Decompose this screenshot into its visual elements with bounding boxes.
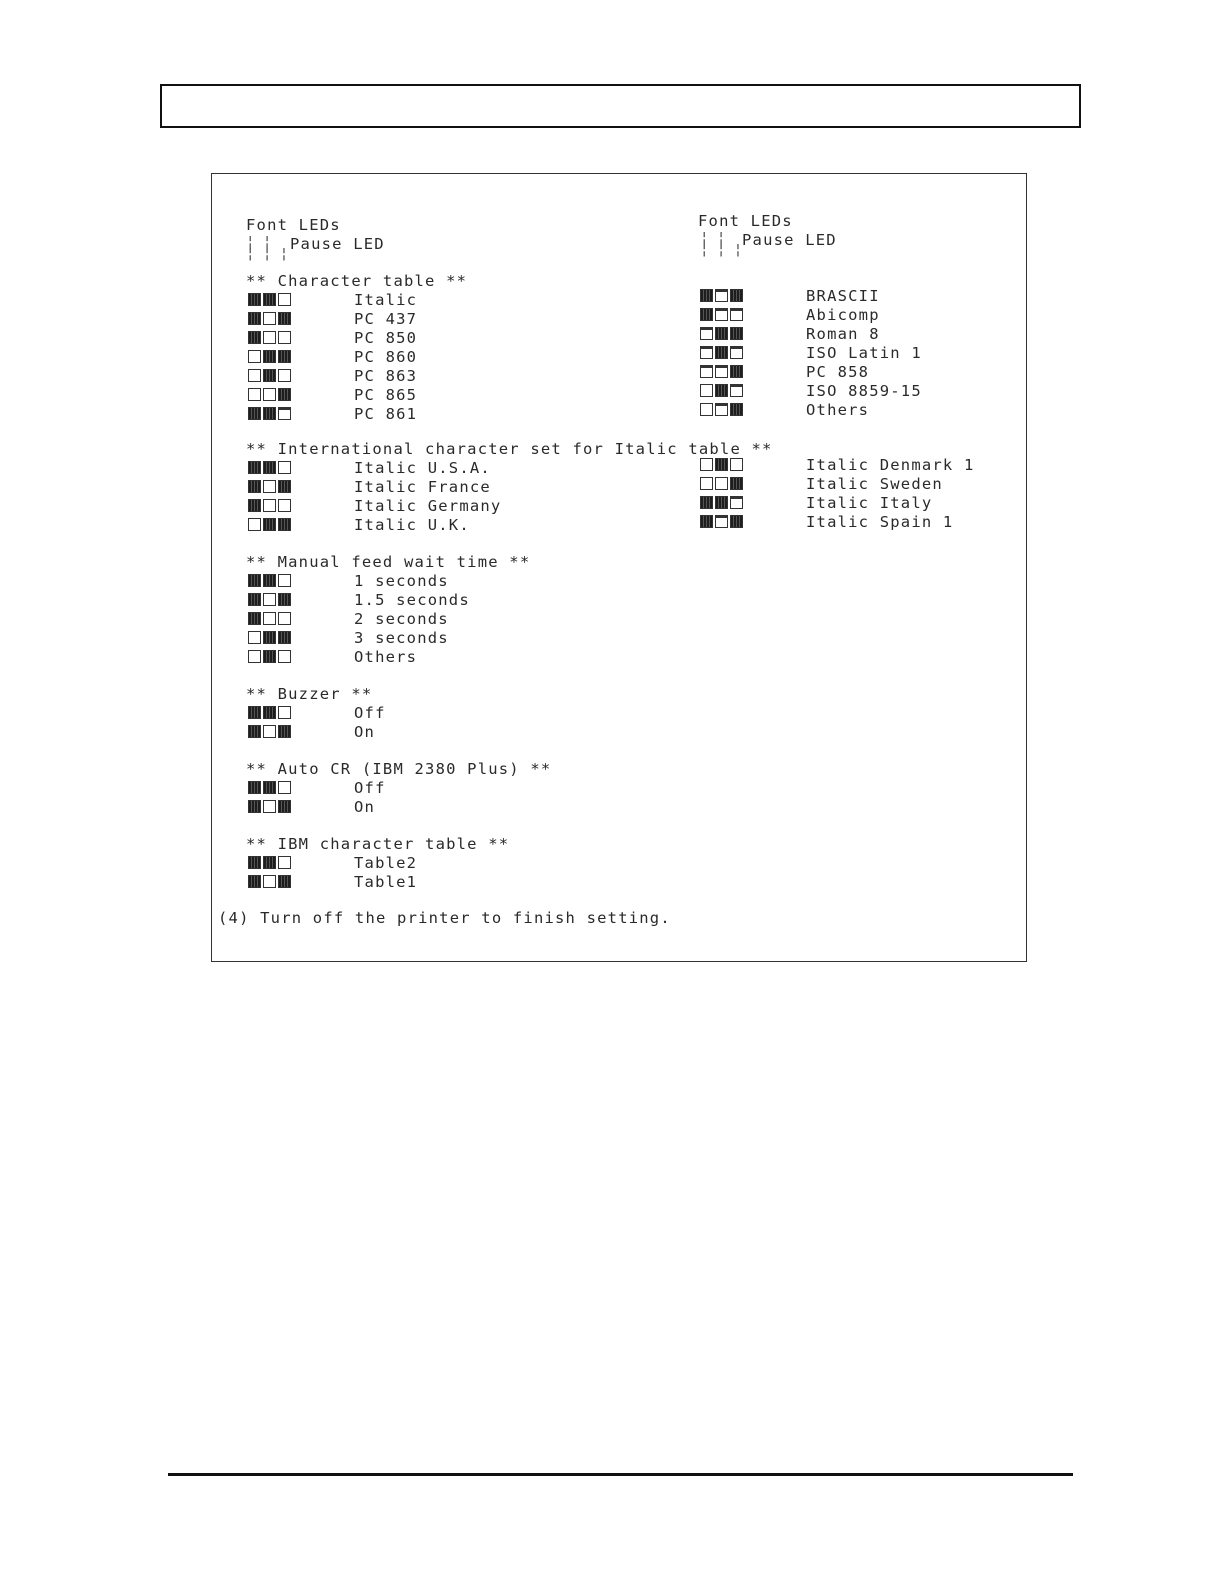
led-off-icon — [715, 477, 728, 490]
setting-label: PC 861 — [354, 405, 418, 423]
led-pattern — [248, 331, 291, 345]
setting-label: Others — [354, 648, 418, 666]
led-blink-icon — [730, 384, 743, 397]
led-on-icon — [278, 388, 291, 401]
led-pattern — [248, 518, 291, 532]
led-pattern — [248, 499, 291, 513]
led-blink-icon — [700, 327, 713, 340]
led-off-icon — [278, 781, 291, 794]
led-pattern — [248, 800, 291, 814]
led-pattern — [248, 293, 291, 307]
led-on-icon — [278, 725, 291, 738]
led-pattern — [700, 496, 743, 510]
led-pattern — [248, 593, 291, 607]
led-off-icon — [248, 350, 261, 363]
led-off-icon — [278, 706, 291, 719]
led-pattern — [248, 369, 291, 383]
led-on-icon — [248, 574, 261, 587]
led-pattern — [700, 403, 743, 417]
led-pattern — [700, 477, 743, 491]
led-off-icon — [248, 369, 261, 382]
led-on-icon — [730, 403, 743, 416]
led-off-icon — [248, 650, 261, 663]
led-off-icon — [700, 384, 713, 397]
heading-manual-feed: ** Manual feed wait time ** — [246, 553, 531, 571]
led-on-icon — [278, 875, 291, 888]
led-on-icon — [263, 706, 276, 719]
led-on-icon — [248, 407, 261, 420]
led-off-icon — [278, 369, 291, 382]
led-off-icon — [263, 480, 276, 493]
setting-label: Others — [806, 401, 870, 419]
led-on-icon — [278, 518, 291, 531]
led-pattern — [248, 461, 291, 475]
led-off-icon — [263, 499, 276, 512]
led-blink-icon — [715, 403, 728, 416]
led-pattern — [700, 308, 743, 322]
led-off-icon — [278, 293, 291, 306]
led-on-icon — [278, 312, 291, 325]
led-on-icon — [248, 706, 261, 719]
led-off-icon — [700, 458, 713, 471]
led-on-icon — [263, 369, 276, 382]
led-on-icon — [248, 856, 261, 869]
led-off-icon — [248, 631, 261, 644]
setting-label: PC 858 — [806, 363, 870, 381]
led-off-icon — [263, 800, 276, 813]
setting-label: Abicomp — [806, 306, 880, 324]
led-off-icon — [248, 518, 261, 531]
setting-label: Italic France — [354, 478, 491, 496]
heading-ibm-table: ** IBM character table ** — [246, 835, 510, 853]
led-pattern — [248, 781, 291, 795]
led-on-icon — [263, 574, 276, 587]
led-on-icon — [263, 407, 276, 420]
led-blink-icon — [730, 496, 743, 509]
led-pattern — [700, 515, 743, 529]
setting-label: Table2 — [354, 854, 418, 872]
setting-label: ISO Latin 1 — [806, 344, 922, 362]
legend-right-led-bars: ¦ ¦ ¦ ¦ ¦ — [700, 230, 743, 258]
led-off-icon — [263, 725, 276, 738]
setting-label: PC 850 — [354, 329, 418, 347]
footer-note: (4) Turn off the printer to finish setting. — [218, 909, 671, 927]
led-on-icon — [263, 461, 276, 474]
heading-character-table: ** Character table ** — [246, 272, 468, 290]
footer-rule — [168, 1473, 1073, 1476]
led-blink-icon — [730, 346, 743, 359]
led-off-icon — [730, 458, 743, 471]
led-on-icon — [278, 593, 291, 606]
led-pattern — [700, 346, 743, 360]
led-on-icon — [248, 612, 261, 625]
led-on-icon — [263, 631, 276, 644]
setting-label: 2 seconds — [354, 610, 449, 628]
led-on-icon — [248, 781, 261, 794]
led-pattern — [700, 458, 743, 472]
led-off-icon — [278, 461, 291, 474]
led-off-icon — [278, 499, 291, 512]
led-on-icon — [715, 496, 728, 509]
setting-label: Italic U.S.A. — [354, 459, 491, 477]
setting-label: 1.5 seconds — [354, 591, 470, 609]
setting-label: On — [354, 798, 376, 816]
setting-label: PC 865 — [354, 386, 418, 404]
led-pattern — [700, 365, 743, 379]
led-on-icon — [248, 725, 261, 738]
led-on-icon — [248, 800, 261, 813]
led-pattern — [248, 631, 291, 645]
led-on-icon — [730, 477, 743, 490]
setting-label: Italic U.K. — [354, 516, 470, 534]
led-on-icon — [278, 480, 291, 493]
led-off-icon — [278, 650, 291, 663]
led-off-icon — [263, 312, 276, 325]
legend-left-font-leds: Font LEDs — [246, 216, 341, 234]
led-off-icon — [278, 612, 291, 625]
led-on-icon — [730, 515, 743, 528]
led-on-icon — [248, 461, 261, 474]
led-on-icon — [248, 312, 261, 325]
led-blink-icon — [700, 346, 713, 359]
led-on-icon — [263, 856, 276, 869]
led-on-icon — [248, 293, 261, 306]
heading-international-set: ** International character set for Italic table ** — [246, 440, 773, 458]
led-pattern — [248, 574, 291, 588]
led-on-icon — [278, 631, 291, 644]
led-on-icon — [248, 331, 261, 344]
setting-label: Off — [354, 704, 386, 722]
printer-settings-printout — [211, 173, 1027, 962]
led-on-icon — [248, 499, 261, 512]
setting-label: Off — [354, 779, 386, 797]
legend-left-pause-led: Pause LED — [290, 235, 385, 253]
led-pattern — [248, 350, 291, 364]
led-pattern — [248, 725, 291, 739]
setting-label: PC 437 — [354, 310, 418, 328]
led-on-icon — [248, 480, 261, 493]
led-off-icon — [263, 331, 276, 344]
heading-auto-cr: ** Auto CR (IBM 2380 Plus) ** — [246, 760, 552, 778]
led-pattern — [248, 388, 291, 402]
led-off-icon — [263, 612, 276, 625]
led-on-icon — [715, 458, 728, 471]
led-pattern — [248, 650, 291, 664]
led-on-icon — [263, 350, 276, 363]
led-on-icon — [715, 384, 728, 397]
setting-label: PC 860 — [354, 348, 418, 366]
page-header-box — [160, 84, 1081, 128]
setting-label: On — [354, 723, 376, 741]
led-blink-icon — [700, 365, 713, 378]
led-on-icon — [263, 518, 276, 531]
setting-label: Italic — [354, 291, 418, 309]
led-on-icon — [700, 289, 713, 302]
led-off-icon — [263, 388, 276, 401]
setting-label: Roman 8 — [806, 325, 880, 343]
setting-label: Italic Germany — [354, 497, 502, 515]
setting-label: BRASCII — [806, 287, 880, 305]
led-pattern — [248, 856, 291, 870]
setting-label: Italic Sweden — [806, 475, 943, 493]
legend-left-led-bars: ¦ ¦ ¦ ¦ ¦ — [246, 234, 289, 262]
setting-label: Table1 — [354, 873, 418, 891]
led-off-icon — [278, 856, 291, 869]
led-blink-icon — [715, 515, 728, 528]
setting-label: PC 863 — [354, 367, 418, 385]
led-pattern — [248, 480, 291, 494]
led-on-icon — [248, 875, 261, 888]
led-off-icon — [700, 403, 713, 416]
led-pattern — [248, 612, 291, 626]
led-off-icon — [263, 875, 276, 888]
led-on-icon — [730, 289, 743, 302]
setting-label: Italic Denmark 1 — [806, 456, 975, 474]
led-on-icon — [263, 293, 276, 306]
led-pattern — [700, 384, 743, 398]
setting-label: 3 seconds — [354, 629, 449, 647]
led-on-icon — [700, 308, 713, 321]
led-pattern — [248, 312, 291, 326]
led-on-icon — [248, 593, 261, 606]
led-pattern — [700, 289, 743, 303]
heading-buzzer: ** Buzzer ** — [246, 685, 373, 703]
led-on-icon — [278, 350, 291, 363]
led-on-icon — [278, 800, 291, 813]
led-off-icon — [278, 574, 291, 587]
led-on-icon — [730, 365, 743, 378]
setting-label: Italic Spain 1 — [806, 513, 954, 531]
setting-label: Italic Italy — [806, 494, 933, 512]
led-on-icon — [715, 327, 728, 340]
led-pattern — [700, 327, 743, 341]
led-on-icon — [700, 496, 713, 509]
led-on-icon — [263, 650, 276, 663]
led-off-icon — [278, 331, 291, 344]
led-blink-icon — [730, 308, 743, 321]
led-blink-icon — [715, 308, 728, 321]
led-on-icon — [263, 781, 276, 794]
legend-right-font-leds: Font LEDs — [698, 212, 793, 230]
led-pattern — [248, 875, 291, 889]
led-blink-icon — [715, 289, 728, 302]
led-pattern — [248, 407, 291, 421]
led-pattern — [248, 706, 291, 720]
led-on-icon — [700, 515, 713, 528]
setting-label: 1 seconds — [354, 572, 449, 590]
led-off-icon — [248, 388, 261, 401]
legend-right-pause-led: Pause LED — [742, 231, 837, 249]
led-off-icon — [700, 477, 713, 490]
led-blink-icon — [715, 365, 728, 378]
led-blink-icon — [278, 407, 291, 420]
setting-label: ISO 8859-15 — [806, 382, 922, 400]
led-on-icon — [730, 327, 743, 340]
led-on-icon — [715, 346, 728, 359]
led-off-icon — [263, 593, 276, 606]
